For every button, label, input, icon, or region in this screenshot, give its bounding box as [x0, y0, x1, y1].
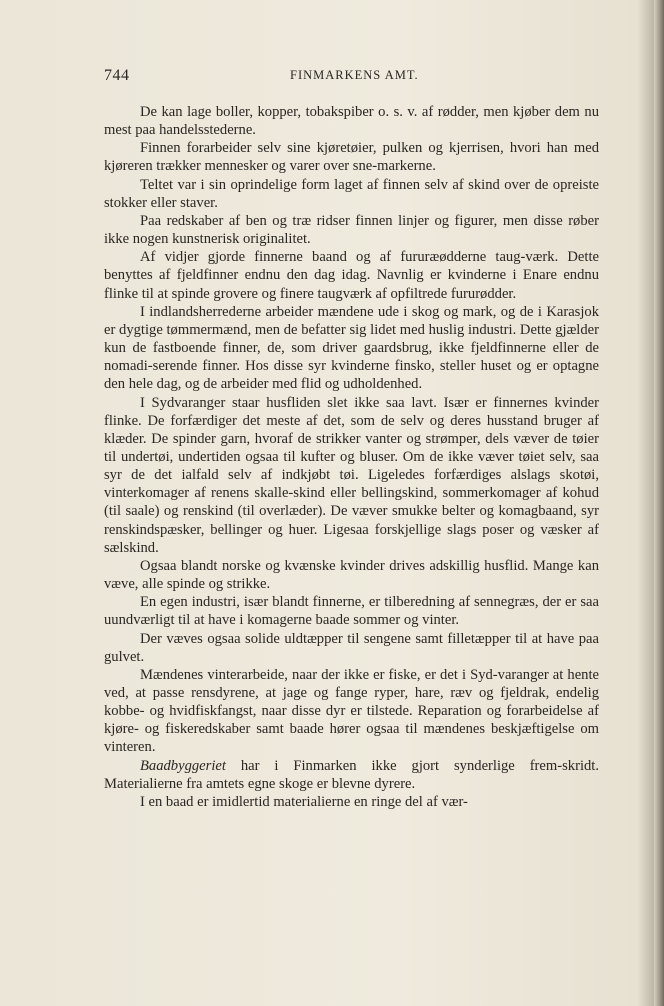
running-title: FINMARKENS AMT. [290, 68, 419, 82]
paragraph: Teltet var i sin oprindelige form laget af finnen selv af skind over de opreiste stokker eller staver. [104, 176, 599, 211]
body-text [104, 103, 599, 811]
page-number: 744 [104, 67, 130, 84]
paragraph: Finnen forarbeider selv sine kjøretøier, pulken og kjerrisen, hvori han med kjøreren trækker mennesker og varer over sne-markerne. [104, 140, 599, 175]
paragraph-boatbuilding [104, 757, 599, 793]
paragraph-continuation: har i Finmarken ikke gjort synderlige frem-skridt. Materialierne fra amtets egne skoge er blevne dyrere. [104, 757, 599, 792]
paragraph: I indlandsherrederne arbeider mændene ude i skog og mark, og de i Karasjok er dygtige tømmermænd, men de befatter sig lidet med huslig industri. Dette gjælder kun de fastboende finner, de, som driver gaardsbrug, ikke fjeldfinnerne eller de nomadi-serende finner. Hos disse syr kvinderne finsko, steller huset og er optagne den hele dag, og de arbeider med flid og udholdenhed. [104, 303, 599, 393]
paragraph: Der væves ogsaa solide uldtæpper til sengene samt filletæpper til at have paa gulvet. [104, 630, 599, 665]
paragraph: I Sydvaranger staar husfliden slet ikke saa lavt. Især er finnernes kvinder flinke. De forfærdiger det meste af det, som de selv og deres husstand bruger af klæder. De spinder garn, hvoraf de strikker vanter og strømper, dels væver de tøier til undertøi, undertiden ogsaa til kufter og bluser. Om de ikke væver tøiet selv, saa syr de det ialfald selv af indkjøbt tøi. Ligeledes forfærdiges alslags skotøi, vinterkomager af renens skalle-skind eller bellingskind, sommerkomager af kohud (til saale) og renskind (til overlæder). De væver smukke belter og komagbaand, syr renskindspæsker, bellinger og huer. Ligesaa forskjellige slags poser og væsker af sælskind. [104, 394, 599, 556]
paragraph: Ogsaa blandt norske og kvænske kvinder drives adskillig husflid. Mange kan væve, alle spinde og strikke. [104, 557, 599, 593]
paragraph: Paa redskaber af ben og træ ridser finnen linjer og figurer, men disse røber ikke nogen kunstnerisk originalitet. [104, 212, 599, 248]
page-edge-shadow [654, 0, 664, 1006]
paragraph: I en baad er imidlertid materialierne en ringe del af vær- [140, 793, 468, 810]
paragraph: Mændenes vinterarbeide, naar der ikke er fiske, er det i Syd-varanger at hente ved, at passe rensdyrene, at jage og fange ryper, hare, ræv og fjeldrak, endelig kobbe- og hvidfiskfangst, naar disse dyr er tilstede. Reparation og forarbeidelse af kjøre- og fiskeredskaber samt baade hører ogsaa til mændenes beskjæftigelse om vinteren. [104, 666, 599, 756]
italic-term: Baadbyggeriet [140, 757, 226, 774]
paragraph: Af vidjer gjorde finnerne baand og af fururæødderne taug-værk. Dette benyttes af fjeldfinner endnu den dag idag. Navnlig er kvinderne i Enare endnu flinke til at spinde grovere og finere taugværk af opfiltrede fururødder. [104, 249, 599, 302]
paragraph: En egen industri, især blandt finnerne, er tilberedning af sennegræs, der er saa uundværligt til at have i komagerne baade sommer og vinter. [104, 594, 599, 629]
paragraph: De kan lage boller, kopper, tobakspiber o. s. v. af rødder, men kjøber dem nu mest paa handelsstederne. [104, 104, 599, 139]
page-header [104, 67, 599, 87]
